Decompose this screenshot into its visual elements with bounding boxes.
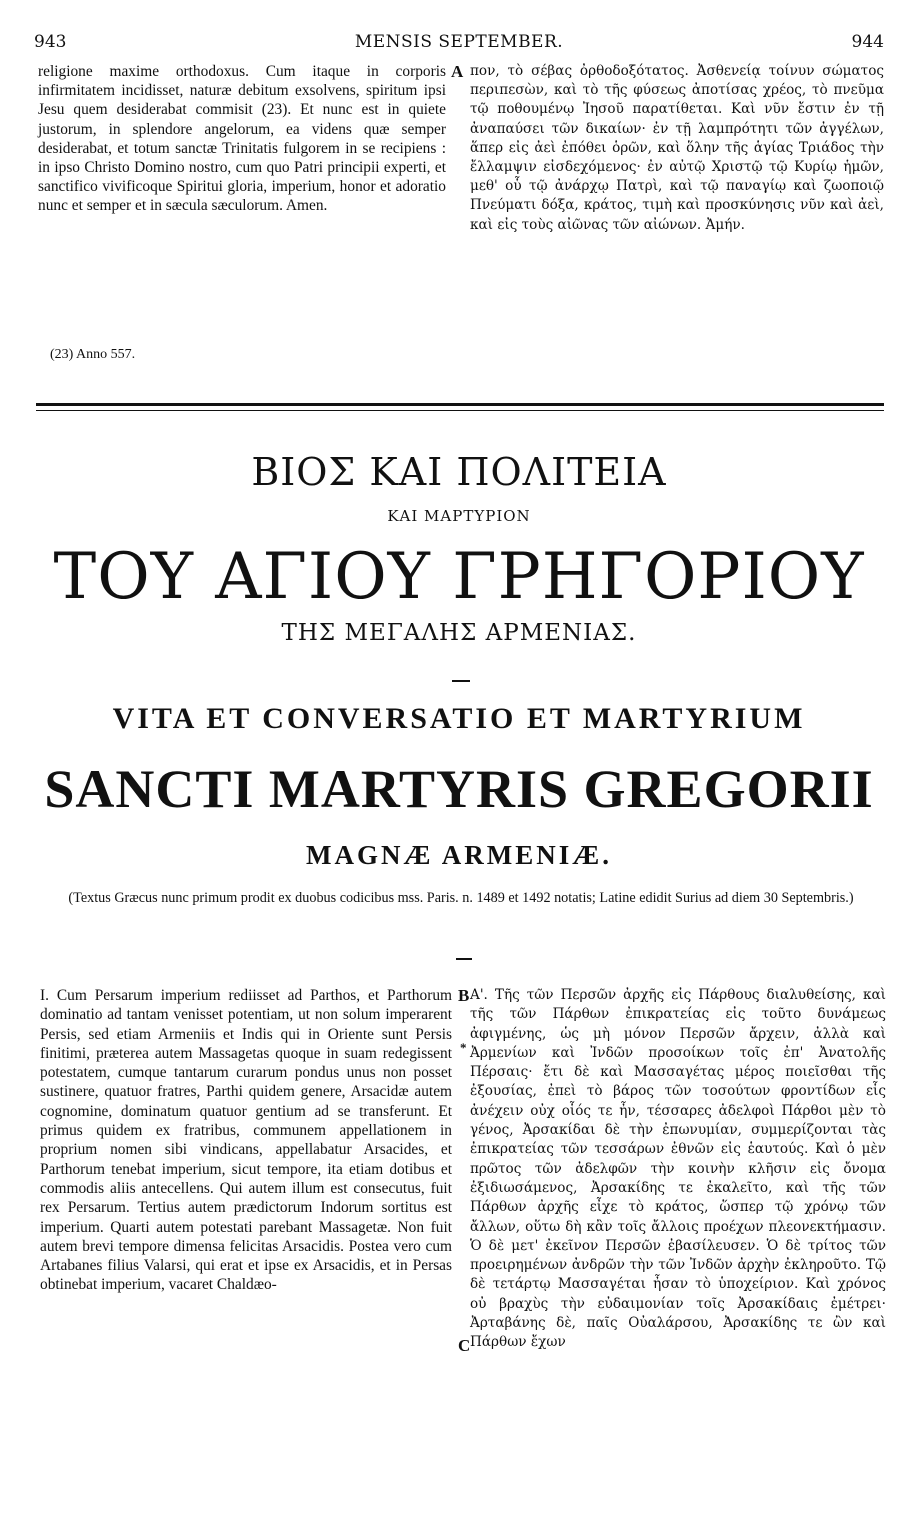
- margin-letter-a: A: [451, 62, 464, 81]
- top-latin-text: religione maxime orthodoxus. Cum itaque in corporis infirmitatem incidisset, naturæ debitum exsolvens, spiritum ipsi Jesu quem desiderabat commisit (23). Et nunc est in quiete justorum, in splendore angelorum, ea videns quæ semper desiderabat, et totum sanctæ Trinitatis fulgorem in se recipiens : in ipso Christo Domino nostro, cum quo Patri principii experti, et sanctifico vivificoque Spiritui gloria, imperium, honor et adoratio nunc et semper et in sæcula sæculorum. Amen.: [38, 63, 446, 215]
- editorial-note: (Textus Græcus nunc primum prodit ex duobus codicibus mss. Paris. n. 1489 et 1492 notatis; Latine edidit Surius ad diem 30 Septembris.): [68, 890, 854, 906]
- margin-letter-b: B: [458, 986, 470, 1005]
- margin-letter-c: C: [458, 1336, 471, 1355]
- latin-title-line-3: MAGNÆ ARMENIÆ.: [306, 840, 612, 870]
- greek-title-line-3: ΤΟΥ ΑΓΙΟΥ ΓΡΗΓΟΡΙΟΥ: [53, 540, 865, 614]
- running-title: MENSIS SEPTEMBER.: [354, 32, 564, 52]
- greek-title-line-1: ΒΙΟΣ ΚΑΙ ΠΟΛΙΤΕΙΑ: [251, 450, 667, 494]
- body-greek-column: [470, 986, 886, 1353]
- note-divider-dash: [456, 958, 472, 960]
- page-number-left: 943: [34, 32, 67, 52]
- body-latin-text: I. Cum Persarum imperium rediisset ad Parthos, et Parthorum dominatio ad tantam venisset potentiam, ut non solum imperarent Persis, sed etiam Armeniis et Indis qui in Oriente sunt Persis finitimi, præterea autem Massagetas quoque in suam redegissent potestatem, cumque tantarum curarum pondus unus non posset sustinere, quatuor fratres, Parthi quidem genere, Arsacidæ autem cognomine, dominatum quatuor gentium ad se transferunt. Et primus quidem ex fratribus, communem appellationem in proprium nomen sibi vindicans, appellabatur Arsacides, et Parthorum tenebat imperium, sicut tempore, ita etiam dotibus et commodis aliis antecellens. Qui autem illum est consecutus, fuit rex Persarum. Tertius autem prædictorum Indorum sortitus est imperium. Quarti autem potestati parebant Massagetæ. Non fuit autem brevi tempore dimensa felicitas Arsacidis. Postea vero cum Artabanes filius Valarsi, qui erat et ipse ex Arsacidis, et in Persas obtinebat imperium, vacaret Chaldæo-: [40, 987, 452, 1294]
- section-rule-thin: [36, 410, 884, 411]
- greek-title-line-4: ΤΗΣ ΜΕΓΑΛΗΣ ΑΡΜΕΝΙΑΣ.: [281, 620, 637, 646]
- top-latin-column: [38, 62, 446, 216]
- margin-asterisk: *: [460, 1040, 467, 1055]
- section-rule-thick: [36, 403, 884, 406]
- body-greek-text: Α'. Τῆς τῶν Περσῶν ἀρχῆς εἰς Πάρθους διαλυθείσης, καὶ τῆς τῶν Πάρθων ἐπικρατείας εἰς τοῦτο δυνάμεως ἀφιγμένης, ὡς μὴ μόνον Περσῶν ἄρχειν, ἀλλὰ καὶ Ἀρμενίων καὶ Ἰνδῶν προσοίκων τοῖς ἐπ' Ἀνατολῆς Πέρσαις· ἔτι δὲ καὶ Μασσαγέτας μέρος ποιεῖσθαι τῆς ἐξουσίας, ἐπεὶ τὸ βάρος τῶν τοσούτων φροντίδων εἷς ἀνέχειν οὐχ οἷός τε ἦν, τέσσαρες ἀδελφοὶ Πάρθοι μὲν τὸ γένος, Ἀρσακίδαι δὲ τὴν ἐπωνυμίαν, συμμερίζονται τὰς ἐπικρατείας τῶν τεσσάρων ἐθνῶν εἰς ἑαυτούς. Καὶ ὁ μὲν πρῶτος τῶν ἀδελφῶν τὴν κοινὴν κλῆσιν εἰς ὄνομα ἐξιδιωσάμενος, Ἀρσακίδης τε ἐκαλεῖτο, καὶ τῆς τῶν Πάρθων ἀρχῆς εἶχε τὸ κράτος, ὥσπερ τῷ χρόνῳ τῶν ἄλλων, οὕτω δὴ κἂν τοῖς ἄλλοις προέχων πλεονεκτήμασιν. Ὁ δὲ μετ' ἐκεῖνον Περσῶν ἐβασίλευσεν. Ὁ δὲ τρίτος τῶν προειρημένων ἀνδρῶν τὴν τῶν Ἰνδῶν ἀρχὴν ἐκληροῦτο. Τῷ δὲ τετάρτῳ Μασσαγέται ἦσαν τὸ ὑποχείριον. Καὶ χρόνος οὐ βραχὺς τὴν εὐδαιμονίαν τοῖς Ἀρσακίδαις ἐμέτρει· Ἀρταβάνης δὲ, παῖς Οὐαλάρσου, Ἀρσακίδης τε ὢν καὶ Πάρθων ἔχων: [470, 987, 886, 1351]
- top-greek-text: πον, τὸ σέβας ὀρθοδοξότατος. Ἀσθενείᾳ τοίνυν σώματος περιπεσὼν, καὶ τὸ τῆς φύσεως ἀποτίσας χρέος, τὸ πνεῦμα τῷ ποθουμένῳ Ἰησοῦ παρατίθεται. Καὶ νῦν ἔστιν ἐν τῇ ἀναπαύσει τῶν δικαίων· ἐν τῇ λαμπρότητι τῶν ἀγγέλων, ἅπερ εἰς ἀεὶ ἐπόθει ὁρῶν, καὶ ὅλην τῆς ἁγίας Τριάδος τὴν ἔλλαμψιν εἰσδεχόμενος· ἐν αὐτῷ Χριστῷ τῷ Κυρίῳ ἡμῶν, μεθ' οὗ τῷ ἀνάρχῳ Πατρὶ, καὶ τῷ παναγίῳ καὶ ζωοποιῷ Πνεύματι δόξα, κράτος, τιμὴ καὶ προσκύνησις νῦν καὶ ἀεὶ, καὶ εἰς τοὺς αἰῶνας τῶν αἰώνων. Ἀμήν.: [470, 63, 884, 233]
- page-number-right: 944: [851, 32, 884, 52]
- running-header: [34, 32, 884, 54]
- footnote: (23) Anno 557.: [50, 347, 136, 362]
- top-greek-column: [470, 62, 884, 235]
- greek-title-line-2: ΚΑΙ ΜΑΡΤΥΡΙΟΝ: [387, 507, 531, 525]
- latin-title-line-2: SANCTI MARTYRIS GREGORII: [44, 759, 874, 819]
- title-divider-dash: [452, 680, 470, 682]
- latin-title-line-1: VITA ET CONVERSATIO ET MARTYRIUM: [112, 702, 806, 735]
- body-latin-column: [40, 986, 452, 1295]
